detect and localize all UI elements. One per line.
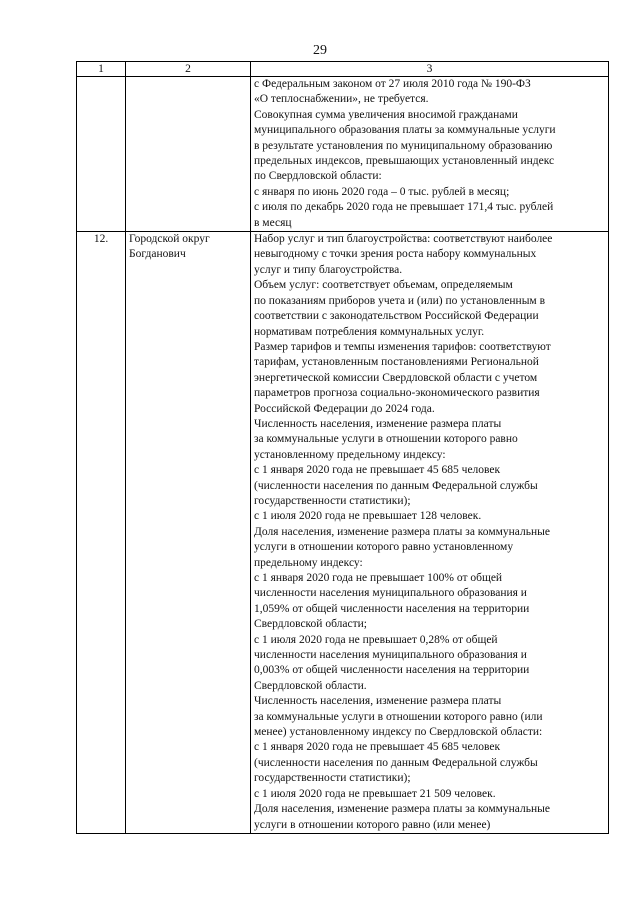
municipality-name (126, 232, 251, 834)
description-line: услуги в отношении которого равно (или менее) (254, 818, 491, 831)
description-line: невыгодному с точки зрения роста набору коммунальных (254, 248, 537, 261)
column-header-1: 1 (77, 62, 126, 77)
description-line: «О теплоснабжении», не требуется. (254, 93, 429, 106)
column-header-3: 3 (251, 62, 609, 77)
page-number: 29 (313, 43, 327, 58)
description-line: Численность населения, изменение размера платы (254, 417, 502, 430)
table-row (77, 77, 609, 232)
description-cell (251, 77, 609, 232)
description-cell (251, 232, 609, 834)
description-line: установленному предельному индексу: (254, 448, 446, 461)
description-line: соответствии с законодательством Российской Федерации (254, 310, 539, 323)
description-line: менее) установленному индексу по Свердловской области: (254, 726, 543, 739)
description-line: в результате установления по муниципальному образованию (254, 139, 553, 152)
description-line: Свердловской области. (254, 679, 367, 692)
description-line: численности населения муниципального образования и (254, 649, 527, 662)
description-line: за коммунальные услуги в отношении которого равно (или (254, 710, 543, 723)
description-line: нормативам потребления коммунальных услуг. (254, 325, 485, 338)
description-line: Доля населения, изменение размера платы за коммунальные (254, 525, 550, 538)
description-line: Набор услуг и тип благоустройства: соответствуют наиболее (254, 233, 553, 246)
description-line: Размер тарифов и темпы изменения тарифов: соответствуют (254, 340, 551, 353)
description-line: Численность населения, изменение размера платы (254, 695, 502, 708)
description-line: параметров прогноза социально-экономического развития (254, 387, 540, 400)
description-line: государственности статистики); (254, 772, 411, 785)
description-line: с 1 января 2020 года не превышает 45 685 человек (254, 464, 501, 477)
row-number: 12. (77, 232, 126, 834)
description-line: государственности статистики); (254, 494, 411, 507)
description-line: тарифам, установленным постановлениями Региональной (254, 356, 539, 369)
description-line: муниципального образования платы за коммунальные услуги (254, 124, 556, 137)
description-line: численности населения муниципального образования и (254, 587, 527, 600)
description-line: (численности населения по данным Федеральной службы (254, 479, 538, 492)
municipality-name (126, 77, 251, 232)
description-line: с Федеральным законом от 27 июля 2010 года № 190-ФЗ (254, 78, 531, 90)
description-line: с 1 июля 2020 года не превышает 21 509 человек. (254, 787, 496, 800)
description-line: с 1 июля 2020 года не превышает 128 человек. (254, 510, 482, 523)
description-line: 1,059% от общей численности населения на территории (254, 602, 530, 615)
document-table (76, 61, 609, 834)
description-line: Российской Федерации до 2024 года. (254, 402, 435, 415)
description-line: по показаниям приборов учета и (или) по установленным в (254, 294, 546, 307)
row-number (77, 77, 126, 232)
description-line: за коммунальные услуги в отношении которого равно (254, 433, 518, 446)
description-line: с января по июнь 2020 года – 0 тыс. рублей в месяц; (254, 185, 510, 198)
description-line: с 1 января 2020 года не превышает 45 685 человек (254, 741, 501, 754)
description-line: с 1 января 2020 года не превышает 100% от общей (254, 572, 503, 584)
description-line: в месяц (254, 216, 292, 229)
description-line: 0,003% от общей численности населения на территории (254, 664, 530, 677)
description-line: по Свердловской области: (254, 170, 382, 183)
description-line: (численности населения по данным Федеральной службы (254, 756, 538, 769)
description-line: Доля населения, изменение размера платы за коммунальные (254, 803, 550, 816)
municipality-name-line: Городской округ (129, 233, 210, 246)
description-line: предельных индексов, превышающих установленный индекс (254, 155, 555, 168)
description-line: с 1 июля 2020 года не превышает 0,28% от общей (254, 633, 498, 646)
description-line: Совокупная сумма увеличения вносимой гражданами (254, 108, 518, 121)
description-line: энергетической комиссии Свердловской области с учетом (254, 371, 538, 384)
municipality-name-line: Богданович (129, 248, 186, 261)
description-line: с июля по декабрь 2020 года не превышает 171,4 тыс. рублей (254, 201, 554, 214)
description-line: услуги в отношении которого равно установленному (254, 541, 514, 554)
description-line: предельному индексу: (254, 556, 363, 569)
description-line: Объем услуг: соответствует объемам, определяемым (254, 279, 513, 292)
column-header-2: 2 (126, 62, 251, 77)
description-line: услуг и типу благоустройства. (254, 263, 403, 276)
table-header-row (77, 62, 609, 77)
table-row (77, 232, 609, 834)
description-line: Свердловской области; (254, 618, 367, 631)
